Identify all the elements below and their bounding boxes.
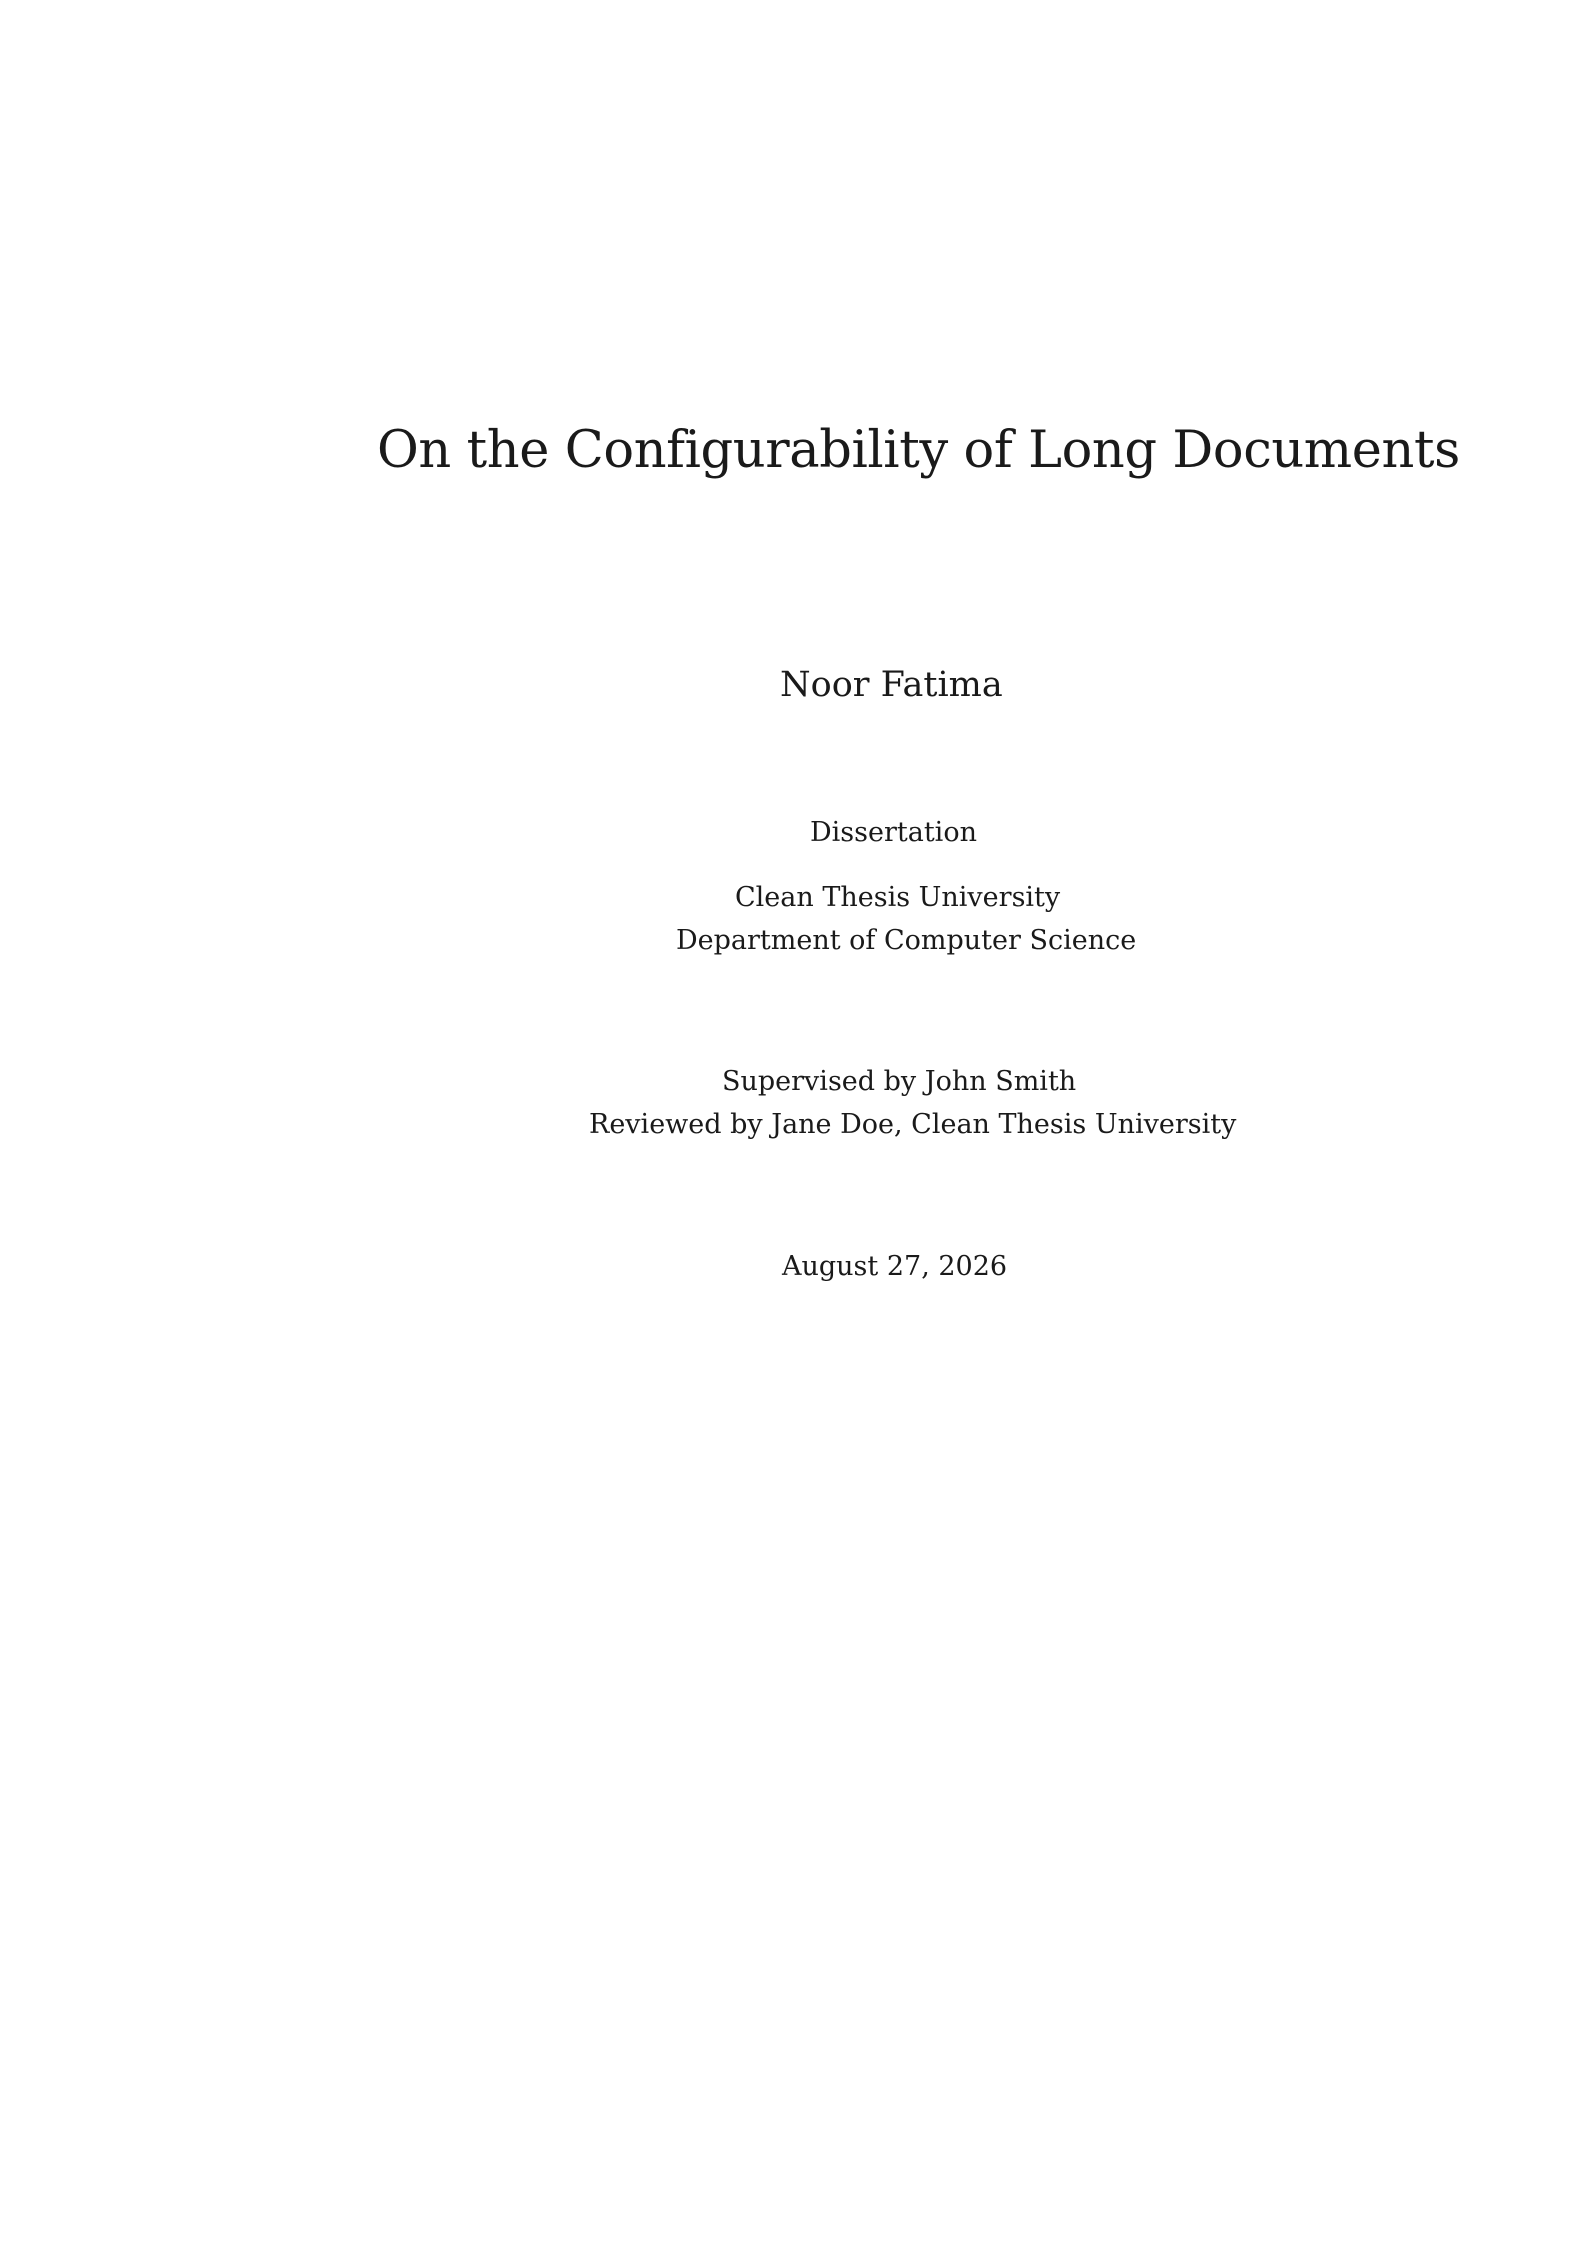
university-name: Clean Thesis University xyxy=(735,882,1061,913)
department-name: Department of Computer Science xyxy=(676,925,1137,956)
thesis-title: On the Configurability of Long Documents xyxy=(377,421,1460,480)
submission-date: August 27, 2026 xyxy=(782,1251,1008,1282)
reviewer-line: Reviewed by Jane Doe, Clean Thesis University xyxy=(589,1109,1237,1140)
document-type: Dissertation xyxy=(810,817,977,848)
author-name: Noor Fatima xyxy=(780,665,1003,705)
supervisor-line: Supervised by John Smith xyxy=(722,1066,1077,1097)
